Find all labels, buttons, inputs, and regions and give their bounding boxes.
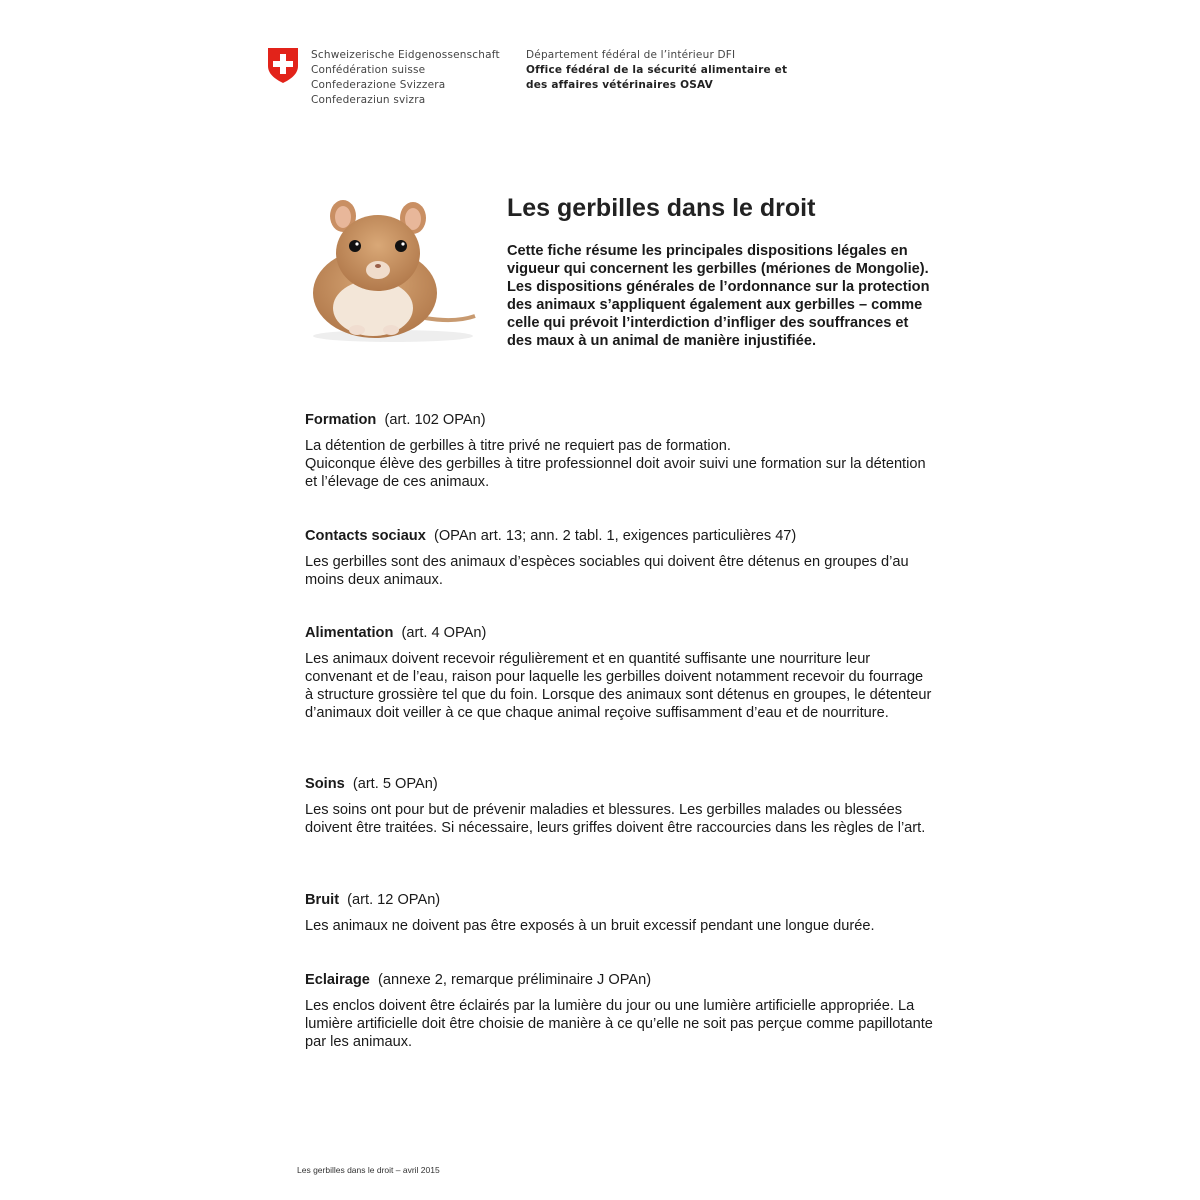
heading-ref: (art. 102 OPAn)	[384, 412, 486, 428]
section-eclairage	[305, 971, 935, 1051]
section-formation	[305, 411, 935, 491]
heading-ref: (annexe 2, remarque préliminaire J OPAn)	[378, 972, 652, 988]
section-body: Les animaux doivent recevoir régulièrement et en quantité suffisante une nourriture leur convenant et de l’eau, raison pour laquelle les gerbilles doivent notamment recevoir du fourrage à structure grossière tel que du foin. Lorsque des animaux sont détenus en groupes, le détenteur d’animaux doit veiller à ce que chaque animal reçoive suffisamment d’eau et de nourriture.	[305, 651, 932, 721]
section-alimentation	[305, 624, 935, 722]
department-name: Département fédéral de l’intérieur DFI	[526, 49, 736, 61]
heading-title: Contacts sociaux	[305, 528, 426, 544]
confederation-names	[311, 48, 500, 108]
heading-title: Soins	[305, 776, 345, 792]
heading-ref: (art. 12 OPAn)	[347, 892, 441, 908]
gerbil-photo	[305, 198, 477, 343]
footer-text: Les gerbilles dans le droit – avril 2015	[297, 1165, 440, 1175]
section-heading	[305, 527, 935, 545]
heading-ref: (art. 4 OPAn)	[401, 625, 487, 641]
heading-title: Formation	[305, 412, 377, 428]
section-body: Les gerbilles sont des animaux d’espèces sociables qui doivent être détenus en groupes d’au moins deux animaux.	[305, 554, 909, 588]
department-block	[526, 48, 787, 93]
section-heading	[305, 624, 935, 642]
name-fr: Confédération suisse	[311, 64, 426, 76]
section-body: Les enclos doivent être éclairés par la lumière du jour ou une lumière artificielle appropriée. La lumière artificielle doit être choisie de manière à ce qu’elle ne soit pas perçue comme papillotante par les animaux.	[305, 998, 933, 1050]
name-de: Schweizerische Eidgenossenschaft	[311, 49, 500, 61]
office-name-line2: des affaires vétérinaires OSAV	[526, 79, 713, 91]
name-rm: Confederaziun svizra	[311, 94, 426, 106]
heading-ref: (OPAn art. 13; ann. 2 tabl. 1, exigences particulières 47)	[433, 528, 797, 544]
body-line: Quiconque élève des gerbilles à titre professionnel doit avoir suivi une formation sur la détention et l’élevage de ces animaux.	[305, 456, 926, 490]
body-line: La détention de gerbilles à titre privé ne requiert pas de formation.	[305, 438, 731, 454]
office-name-line1: Office fédéral de la sécurité alimentaire et	[526, 64, 788, 76]
intro-paragraph: Cette fiche résume les principales dispositions légales en vigueur qui concernent les gerbilles (mériones de Mongolie). Les dispositions générales de l’ordonnance sur la protection des animaux s’appliquent également aux gerbilles – comme celle qui prévoit l’interdiction d’infliger des souffrances et des maux à un animal de manière injustifiée.	[507, 243, 930, 349]
section-heading	[305, 891, 935, 909]
section-bruit	[305, 891, 935, 935]
name-it: Confederazione Svizzera	[311, 79, 446, 91]
section-heading	[305, 775, 935, 793]
section-body: Les animaux ne doivent pas être exposés à un bruit excessif pendant une longue durée.	[305, 918, 875, 934]
page-title: Les gerbilles dans le droit	[507, 194, 816, 222]
section-body: Les soins ont pour but de prévenir maladies et blessures. Les gerbilles malades ou blessées doivent être traitées. Si nécessaire, leurs griffes doivent être raccourcies dans les règles de l’art.	[305, 802, 926, 836]
heading-ref: (art. 5 OPAn)	[352, 776, 438, 792]
heading-title: Alimentation	[305, 625, 394, 641]
heading-title: Bruit	[305, 892, 340, 908]
section-heading	[305, 411, 935, 429]
swiss-coat-of-arms-icon	[267, 47, 299, 84]
section-contacts-sociaux	[305, 527, 935, 589]
section-heading	[305, 971, 935, 989]
heading-title: Eclairage	[305, 972, 370, 988]
section-soins	[305, 775, 935, 837]
section-body	[305, 437, 935, 491]
